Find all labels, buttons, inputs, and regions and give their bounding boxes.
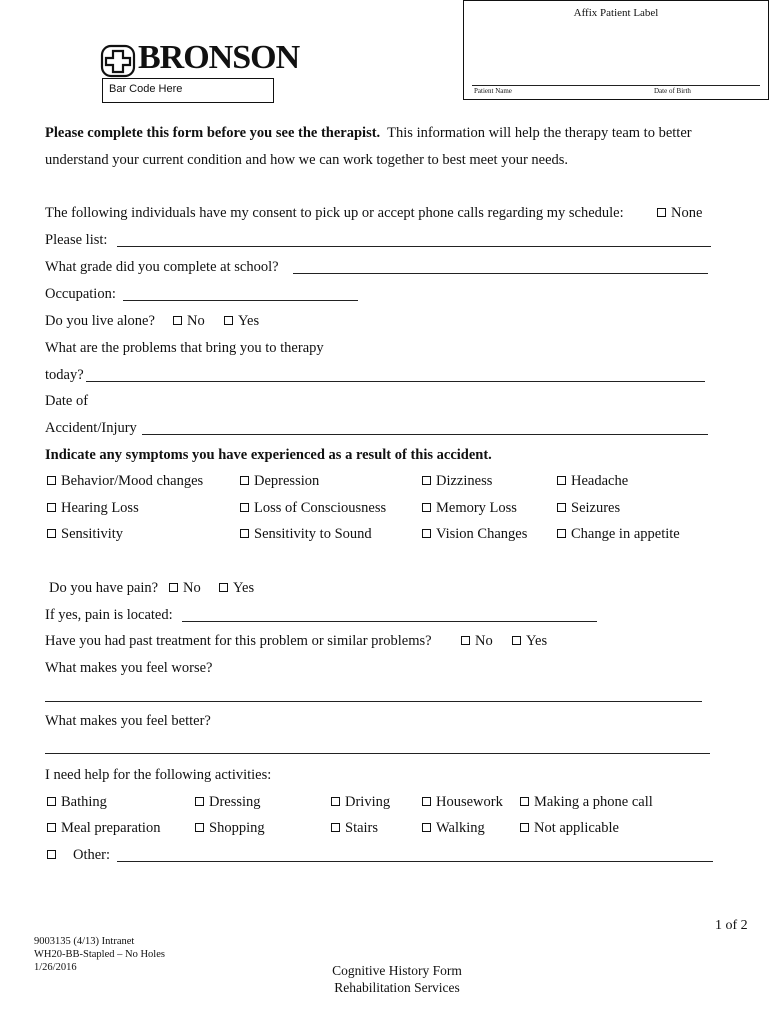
live-alone-question: Do you live alone? bbox=[45, 313, 155, 329]
pain-no[interactable] bbox=[169, 580, 201, 597]
checkbox[interactable] bbox=[195, 797, 204, 806]
option-label: No bbox=[183, 580, 201, 596]
patient-label-box bbox=[463, 0, 769, 100]
option-label: Yes bbox=[238, 313, 260, 329]
checkbox[interactable] bbox=[47, 529, 56, 538]
checkbox[interactable] bbox=[195, 823, 204, 832]
occupation-field[interactable] bbox=[123, 300, 358, 301]
checkbox[interactable] bbox=[512, 636, 521, 645]
dob-caption: Date of Birth bbox=[654, 87, 691, 95]
page-number: 1 of 2 bbox=[715, 918, 748, 933]
option-label: Not applicable bbox=[534, 820, 619, 836]
option-label: Housework bbox=[436, 794, 503, 810]
checkbox[interactable] bbox=[219, 583, 228, 592]
activity-option[interactable] bbox=[331, 794, 390, 811]
consent-none-option[interactable] bbox=[657, 205, 702, 222]
problems-label-1: What are the problems that bring you to therapy bbox=[45, 340, 324, 356]
pain-located-field[interactable] bbox=[182, 621, 597, 622]
past-treatment-no[interactable] bbox=[461, 633, 493, 650]
cross-logo-icon bbox=[100, 44, 136, 78]
past-treatment-yes[interactable] bbox=[512, 633, 547, 650]
accident-label-1: Date of bbox=[45, 393, 89, 409]
accident-field[interactable] bbox=[142, 434, 708, 435]
checkbox[interactable] bbox=[557, 476, 566, 485]
activity-option[interactable] bbox=[520, 794, 653, 811]
checkbox[interactable] bbox=[557, 503, 566, 512]
checkbox[interactable] bbox=[240, 476, 249, 485]
department: Rehabilitation Services bbox=[334, 980, 460, 995]
activity-option[interactable] bbox=[331, 820, 378, 837]
footer-code-1: 9003135 (4/13) Intranet bbox=[34, 936, 135, 947]
please-list-label: Please list: bbox=[45, 232, 108, 248]
checkbox[interactable] bbox=[47, 503, 56, 512]
form-name: Cognitive History Form bbox=[332, 963, 462, 978]
worse-label: What makes you feel worse? bbox=[45, 660, 213, 676]
checkbox[interactable] bbox=[557, 529, 566, 538]
occupation-label: Occupation: bbox=[45, 286, 116, 302]
activity-option[interactable] bbox=[422, 820, 485, 837]
option-label: Change in appetite bbox=[571, 526, 680, 542]
footer-form-title bbox=[297, 962, 497, 996]
pain-question: Do you have pain? bbox=[49, 580, 159, 596]
grade-label: What grade did you complete at school? bbox=[45, 259, 279, 275]
pain-yes[interactable] bbox=[219, 580, 254, 597]
checkbox[interactable] bbox=[422, 797, 431, 806]
activity-option[interactable] bbox=[195, 794, 261, 811]
checkbox[interactable] bbox=[520, 797, 529, 806]
option-label: Memory Loss bbox=[436, 500, 517, 516]
checkbox[interactable] bbox=[47, 476, 56, 485]
symptom-option[interactable] bbox=[47, 500, 139, 517]
checkbox[interactable] bbox=[224, 316, 233, 325]
checkbox[interactable] bbox=[47, 823, 56, 832]
checkbox[interactable] bbox=[461, 636, 470, 645]
symptom-option[interactable] bbox=[422, 500, 517, 517]
activity-other-option[interactable] bbox=[47, 847, 110, 864]
option-label: Stairs bbox=[345, 820, 379, 836]
activity-option[interactable] bbox=[520, 820, 619, 837]
please-list-field[interactable] bbox=[117, 246, 711, 247]
better-label: What makes you feel better? bbox=[45, 713, 211, 729]
option-label: Walking bbox=[436, 820, 485, 836]
option-label: Dressing bbox=[209, 794, 261, 810]
symptom-option[interactable] bbox=[240, 526, 372, 543]
grade-field[interactable] bbox=[293, 273, 708, 274]
footer-code-2: WH20-BB-Stapled – No Holes bbox=[34, 949, 165, 960]
option-label: Shopping bbox=[209, 820, 265, 836]
option-label: Bathing bbox=[61, 794, 107, 810]
option-label: Behavior/Mood changes bbox=[61, 473, 204, 489]
option-label: Yes bbox=[233, 580, 255, 596]
intro-rest: This information will help the therapy team to better bbox=[387, 125, 692, 141]
patient-name-caption: Patient Name bbox=[474, 87, 512, 95]
option-label: Vision Changes bbox=[436, 526, 528, 542]
symptom-option[interactable] bbox=[557, 473, 628, 490]
checkbox[interactable] bbox=[657, 208, 666, 217]
barcode-box: Bar Code Here bbox=[102, 78, 274, 103]
option-label: No bbox=[187, 313, 205, 329]
checkbox[interactable] bbox=[47, 797, 56, 806]
option-label: None bbox=[671, 205, 703, 221]
checkbox[interactable] bbox=[422, 476, 431, 485]
option-label: Hearing Loss bbox=[61, 500, 139, 516]
symptoms-heading: Indicate any symptoms you have experienced as a result of this accident. bbox=[45, 447, 492, 463]
intro-line2: understand your current condition and how we can work together to best meet your needs. bbox=[45, 152, 569, 168]
option-label: Depression bbox=[254, 473, 320, 489]
symptom-option[interactable] bbox=[422, 526, 527, 543]
option-label: Other: bbox=[73, 847, 111, 863]
past-treatment-question: Have you had past treatment for this problem or similar problems? bbox=[45, 633, 432, 649]
checkbox[interactable] bbox=[47, 850, 56, 859]
symptom-option[interactable] bbox=[240, 500, 386, 517]
footer-codes bbox=[34, 935, 165, 974]
activity-option[interactable] bbox=[195, 820, 265, 837]
pain-located-label: If yes, pain is located: bbox=[45, 607, 173, 623]
checkbox[interactable] bbox=[169, 583, 178, 592]
option-label: Dizziness bbox=[436, 473, 493, 489]
option-label: No bbox=[475, 633, 493, 649]
symptom-option[interactable] bbox=[422, 473, 492, 490]
option-label: Making a phone call bbox=[534, 794, 653, 810]
live-alone-yes[interactable] bbox=[224, 313, 259, 330]
logo-text: BRONSON bbox=[138, 39, 300, 76]
symptom-option[interactable] bbox=[47, 473, 203, 490]
symptom-option[interactable] bbox=[47, 526, 123, 543]
symptom-option[interactable] bbox=[557, 526, 680, 543]
checkbox[interactable] bbox=[331, 797, 340, 806]
activity-option[interactable] bbox=[47, 820, 160, 837]
problems-label-2: today? bbox=[45, 367, 84, 383]
label-title: Affix Patient Label bbox=[573, 7, 659, 19]
option-label: Loss of Consciousness bbox=[254, 500, 387, 516]
checkbox[interactable] bbox=[422, 503, 431, 512]
problems-field[interactable] bbox=[86, 381, 705, 382]
option-label: Headache bbox=[571, 473, 629, 489]
activity-option[interactable] bbox=[422, 794, 503, 811]
worse-field[interactable] bbox=[45, 701, 702, 702]
checkbox[interactable] bbox=[520, 823, 529, 832]
option-label: Sensitivity bbox=[61, 526, 124, 542]
live-alone-no[interactable] bbox=[173, 313, 205, 330]
intro-bold: Please complete this form before you see the therapist. bbox=[45, 125, 381, 141]
activity-option[interactable] bbox=[47, 794, 107, 811]
other-field[interactable] bbox=[117, 861, 713, 862]
checkbox[interactable] bbox=[173, 316, 182, 325]
activities-heading: I need help for the following activities: bbox=[45, 767, 272, 783]
option-label: Meal preparation bbox=[61, 820, 161, 836]
symptom-option[interactable] bbox=[557, 500, 620, 517]
checkbox[interactable] bbox=[240, 529, 249, 538]
intro-line1 bbox=[45, 125, 692, 142]
consent-question: The following individuals have my consent to pick up or accept phone calls regarding my schedule: bbox=[45, 205, 624, 221]
checkbox[interactable] bbox=[422, 823, 431, 832]
option-label: Driving bbox=[345, 794, 391, 810]
option-label: Seizures bbox=[571, 500, 621, 516]
footer-date: 1/26/2016 bbox=[34, 962, 77, 973]
checkbox[interactable] bbox=[331, 823, 340, 832]
option-label: Sensitivity to Sound bbox=[254, 526, 372, 542]
option-label: Yes bbox=[526, 633, 548, 649]
symptom-option[interactable] bbox=[240, 473, 319, 490]
checkbox[interactable] bbox=[422, 529, 431, 538]
checkbox[interactable] bbox=[240, 503, 249, 512]
accident-label-2: Accident/Injury bbox=[45, 420, 137, 436]
better-field[interactable] bbox=[45, 753, 710, 754]
